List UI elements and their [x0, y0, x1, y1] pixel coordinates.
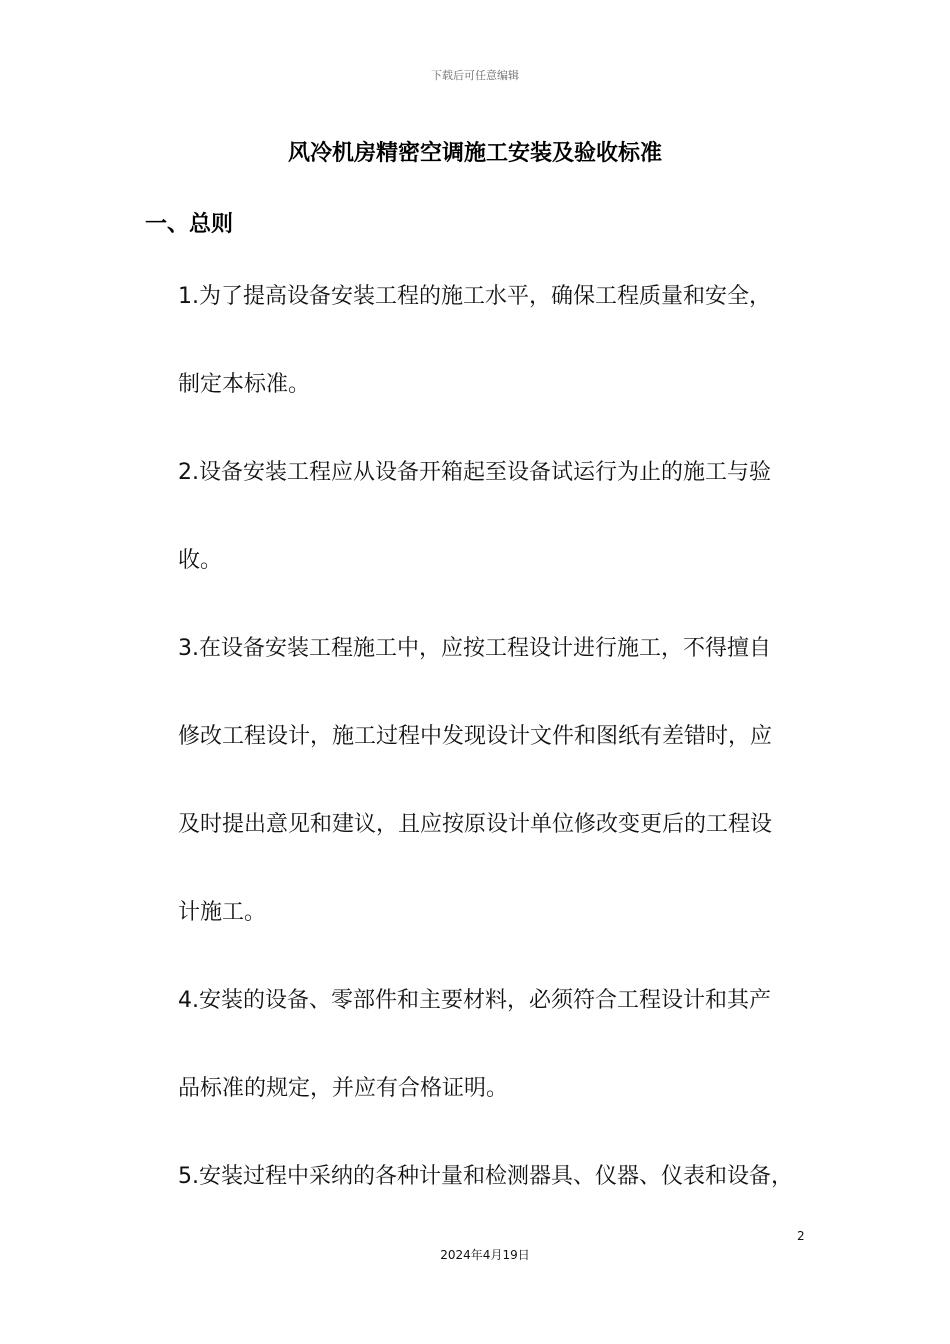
body-line: 及时提出意见和建议，且应按原设计单位修改变更后的工程设 [178, 812, 773, 837]
document-title: 风冷机房精密空调施工安装及验收标准 [287, 141, 662, 166]
body-line: 1.为了提高设备安装工程的施工水平，确保工程质量和安全， [178, 284, 771, 309]
footer-date: 2024年4月19日 [440, 1248, 530, 1262]
header-note: 下载后可任意编辑 [431, 69, 519, 82]
page-number: 2 [797, 1229, 805, 1243]
body-line: 制定本标准。 [178, 372, 311, 397]
body-line: 5.安装过程中采纳的各种计量和检测器具、仪器、仪表和设备， [178, 1164, 793, 1189]
body-line: 计施工。 [178, 900, 267, 925]
body-text [178, 275, 838, 1243]
body-line: 3.在设备安装工程施工中，应按工程设计进行施工，不得擅自 [178, 636, 771, 661]
body-line: 收。 [178, 548, 223, 573]
body-line: 4.安装的设备、零部件和主要材料，必须符合工程设计和其产 [178, 988, 771, 1013]
section-heading: 一、总则 [145, 212, 234, 237]
body-line: 2.设备安装工程应从设备开箱起至设备试运行为止的施工与验 [178, 460, 771, 485]
body-line: 修改工程设计，施工过程中发现设计文件和图纸有差错时，应 [178, 724, 773, 749]
body-line: 品标准的规定，并应有合格证明。 [178, 1076, 509, 1101]
